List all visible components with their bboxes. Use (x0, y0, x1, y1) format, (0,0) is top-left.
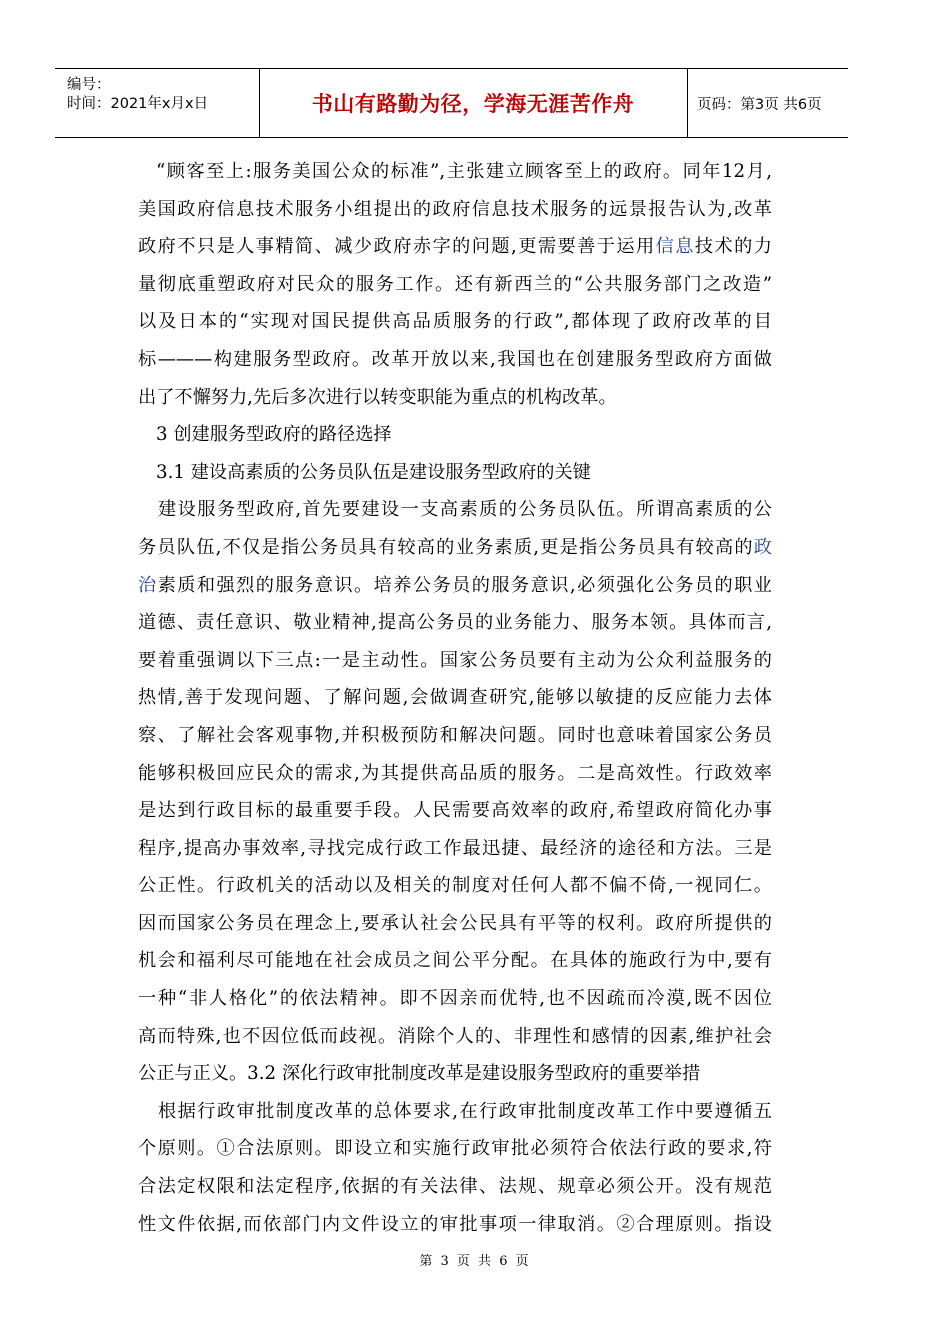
line-text-after-link: 素质和强烈的服务意识。培养公务员的服务意识,必须强化公务员的职业 (157, 574, 772, 596)
number-label: 编号： (67, 77, 111, 93)
time-label: 时间：2021年x月x日 (67, 96, 209, 112)
body-line: 是达到行政目标的最重要手段。人民需要高效率的政府,希望政府简化办事 (138, 800, 772, 822)
inline-link[interactable]: 政 (753, 536, 772, 558)
body-line: 一种“非人格化”的依法精神。即不因亲而优特,也不因疏而冷漠,既不因位 (138, 988, 772, 1010)
inline-link[interactable]: 信息 (655, 236, 695, 258)
line-text-before-link: 务员队伍,不仅是指公务员具有较高的业务素质,更是指公务员具有较高的 (138, 536, 754, 558)
motto-text: 书山有路勤为径，学海无涯苦作舟 (311, 92, 635, 116)
body-line: 美国政府信息技术服务小组提出的政府信息技术服务的远景报告认为,改革 (138, 198, 772, 220)
body-line: 公正与正义。3.2 深化行政审批制度改革是建设服务型政府的重要举措 (138, 1063, 701, 1085)
body-line: 程序,提高办事效率,寻找完成行政工作最迅捷、最经济的途径和方法。三是 (138, 837, 772, 859)
body-line: 察、了解社会客观事物,并积极预防和解决问题。同时也意味着国家公务员 (138, 724, 772, 746)
body-line: 热情,善于发现问题、了解问题,会做调查研究,能够以敏捷的反应能力去体 (138, 687, 772, 709)
line-text-before-link: 政府不只是人事精简、减少政府赤字的问题,更需要善于运用 (138, 236, 656, 258)
body-line: 机会和福利尽可能地在社会成员之间公平分配。在具体的施政行为中,要有 (138, 950, 772, 972)
page-footer: 第 3 页 共 6 页 (419, 1254, 531, 1269)
body-line: 因而国家公务员在理念上,要承认社会公民具有平等的权利。政府所提供的 (138, 912, 772, 934)
header-page-cell (687, 69, 848, 137)
body-line: 以及日本的“实现对国民提供高品质服务的行政”,都体现了政府改革的目 (138, 311, 772, 333)
body-line (138, 529, 772, 567)
body-line: 出了不懈努力,先后多次进行以转变职能为重点的机构改革。 (138, 386, 617, 408)
page-label: 页码：第3页 共6页 (697, 96, 822, 113)
header-meta-cell (55, 69, 260, 137)
body-line: 能够积极回应民众的需求,为其提供高品质的服务。二是高效性。行政效率 (138, 762, 772, 784)
body-line (138, 228, 772, 266)
body-line: 量彻底重塑政府对民众的服务工作。还有新西兰的“公共服务部门之改造” (138, 273, 772, 295)
page-header (55, 68, 848, 138)
body-line: 建设服务型政府,首先要建设一支高素质的公务员队伍。所谓高素质的公 (158, 499, 772, 521)
document-body (138, 153, 772, 1243)
header-motto-cell (259, 69, 688, 137)
body-line: 性文件依据,而依部门内文件设立的审批事项一律取消。②合理原则。指设 (138, 1213, 772, 1235)
body-line: 道德、责任意识、敬业精神,提高公务员的业务能力、服务本领。具体而言, (138, 612, 772, 634)
body-line: “顾客至上:服务美国公众的标准”,主张建立顾客至上的政府。同年12月, (156, 161, 772, 182)
body-line: 合法定权限和法定程序,依据的有关法律、法规、规章必须公开。没有规范 (138, 1176, 772, 1198)
body-line: 标———构建服务型政府。改革开放以来,我国也在创建服务型政府方面做 (138, 348, 772, 370)
body-line: 个原则。①合法原则。即设立和实施行政审批必须符合依法行政的要求,符 (138, 1138, 772, 1160)
body-line: 公正性。行政机关的活动以及相关的制度对任何人都不偏不倚,一视同仁。 (138, 875, 772, 897)
body-line: 3 创建服务型政府的路径选择 (156, 424, 392, 446)
body-line: 高而特殊,也不因位低而歧视。消除个人的、非理性和感情的因素,维护社会 (138, 1025, 772, 1047)
body-line: 要着重强调以下三点:一是主动性。国家公务员要有主动为公众利益服务的 (138, 649, 772, 671)
body-line (138, 567, 772, 605)
line-text-after-link: 技术的力 (694, 236, 772, 258)
body-line: 根据行政审批制度改革的总体要求,在行政审批制度改革工作中要遵循五 (158, 1100, 772, 1122)
inline-link[interactable]: 治 (138, 574, 158, 596)
body-line: 3.1 建设高素质的公务员队伍是建设服务型政府的关键 (156, 461, 591, 483)
